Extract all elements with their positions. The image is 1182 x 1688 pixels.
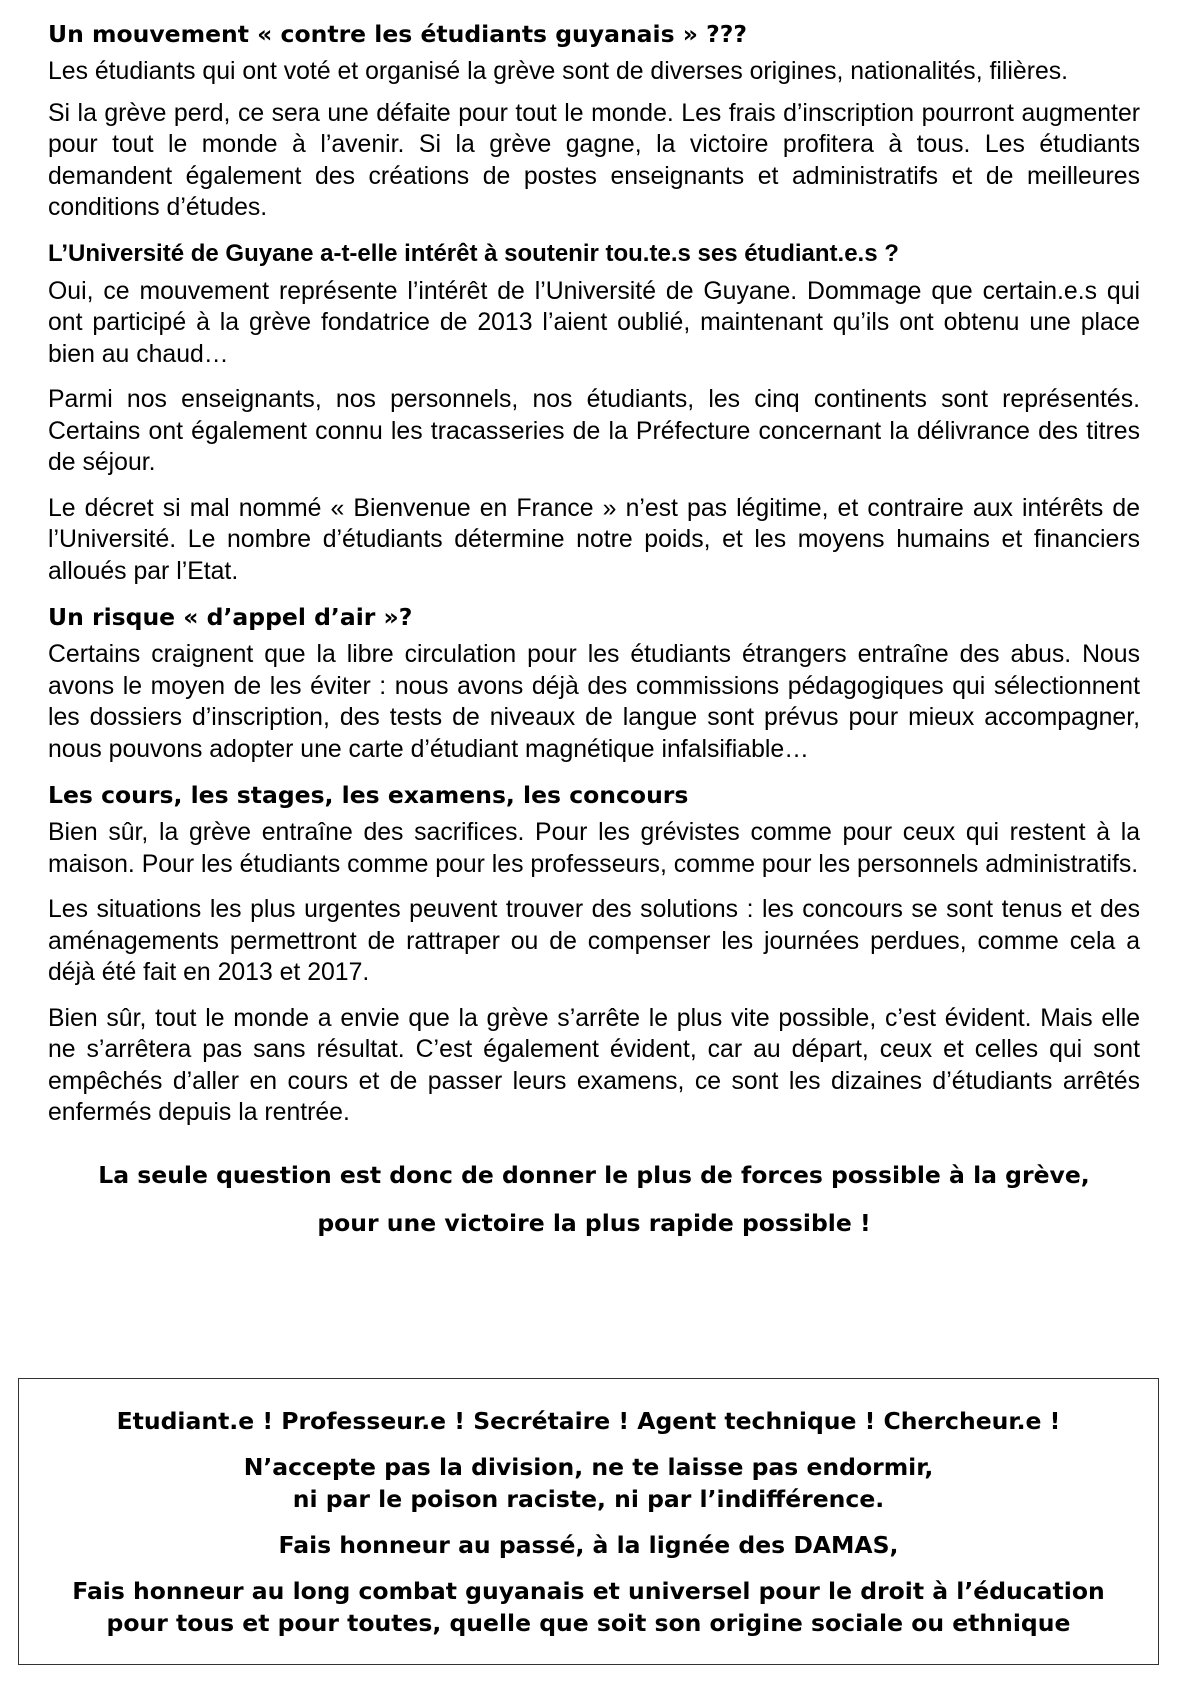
document-body [48,18,1140,1239]
box-line: Etudiant.e ! Professeur.e ! Secrétaire ! Agent technique ! Chercheur.e ! [116,1407,1061,1435]
box-line: ni par le poison raciste, ni par l’indifférence. [292,1485,885,1513]
box-line: Fais honneur au passé, à la lignée des DAMAS, [278,1531,899,1559]
paragraph: Parmi nos enseignants, nos personnels, nos étudiants, les cinq continents sont représentés. Certains ont également connu les tracasseries de la Préfecture concernant la délivrance des titres de séjour. [48,386,1140,476]
section-heading: Un mouvement « contre les étudiants guyanais » ??? [48,20,748,48]
paragraph: Bien sûr, la grève entraîne des sacrifices. Pour les grévistes comme pour ceux qui restent à la maison. Pour les étudiants comme pour les professeurs, comme pour les personnels administratifs. [48,819,1140,878]
paragraph: Les étudiants qui ont voté et organisé la grève sont de diverses origines, nationalités, filières. [48,58,1069,85]
box-line: N’accepte pas la division, ne te laisse pas endormir, [243,1453,934,1481]
box-line: pour tous et pour toutes, quelle que soit son origine sociale ou ethnique [106,1609,1071,1637]
section-heading: Les cours, les stages, les examens, les concours [48,781,689,809]
paragraph: Si la grève perd, ce sera une défaite pour tout le monde. Les frais d’inscription pourront augmenter pour tout le monde à l’avenir. Si la grève gagne, la victoire profitera à tous. Les étudiants demandent également des créations de postes enseignants et administratifs et de meilleures conditions d’études. [48,99,1140,221]
box-line: Fais honneur au long combat guyanais et universel pour le droit à l’éducation [72,1577,1105,1605]
paragraph: Bien sûr, tout le monde a envie que la grève s’arrête le plus vite possible, c’est évident. Mais elle ne s’arrêtera pas sans résultat. C’est également évident, car au départ, ceux et celles qui sont empêchés d’aller en cours et de passer leurs examens, ce sont les dizaines d’étudiants arrêtés enfermés depuis la rentrée. [48,1004,1140,1126]
closing-statement: La seule question est donc de donner le plus de forces possible à la grève, [98,1160,1090,1189]
closing-statement: pour une victoire la plus rapide possible ! [317,1208,871,1237]
call-to-action-box [18,1378,1159,1665]
section-heading: L’Université de Guyane a-t-elle intérêt à soutenir tou.te.s ses étudiant.e.s ? [48,239,899,267]
paragraph: Le décret si mal nommé « Bienvenue en France » n’est pas légitime, et contraire aux intérêts de l’Université. Le nombre d’étudiants détermine notre poids, et les moyens humains et financiers alloués par l’Etat. [48,494,1140,585]
section-heading: Un risque « d’appel d’air »? [48,603,413,631]
paragraph: Oui, ce mouvement représente l’intérêt de l’Université de Guyane. Dommage que certain.e.s qui ont participé à la grève fondatrice de 2013 l’aient oublié, maintenant qu’ils ont obtenu une place bien au chaud… [48,277,1140,368]
paragraph: Les situations les plus urgentes peuvent trouver des solutions : les concours se sont tenus et des aménagements permettront de rattraper ou de compenser les journées perdues, comme cela a déjà été fait en 2013 et 2017. [48,896,1140,986]
paragraph: Certains craignent que la libre circulation pour les étudiants étrangers entraîne des abus. Nous avons le moyen de les éviter : nous avons déjà des commissions pédagogiques qui sélectionnent les dossiers d’inscription, des tests de niveaux de langue sont prévus pour mieux accompagner, nous pouvons adopter une carte d’étudiant magnétique infalsifiable… [48,641,1140,763]
